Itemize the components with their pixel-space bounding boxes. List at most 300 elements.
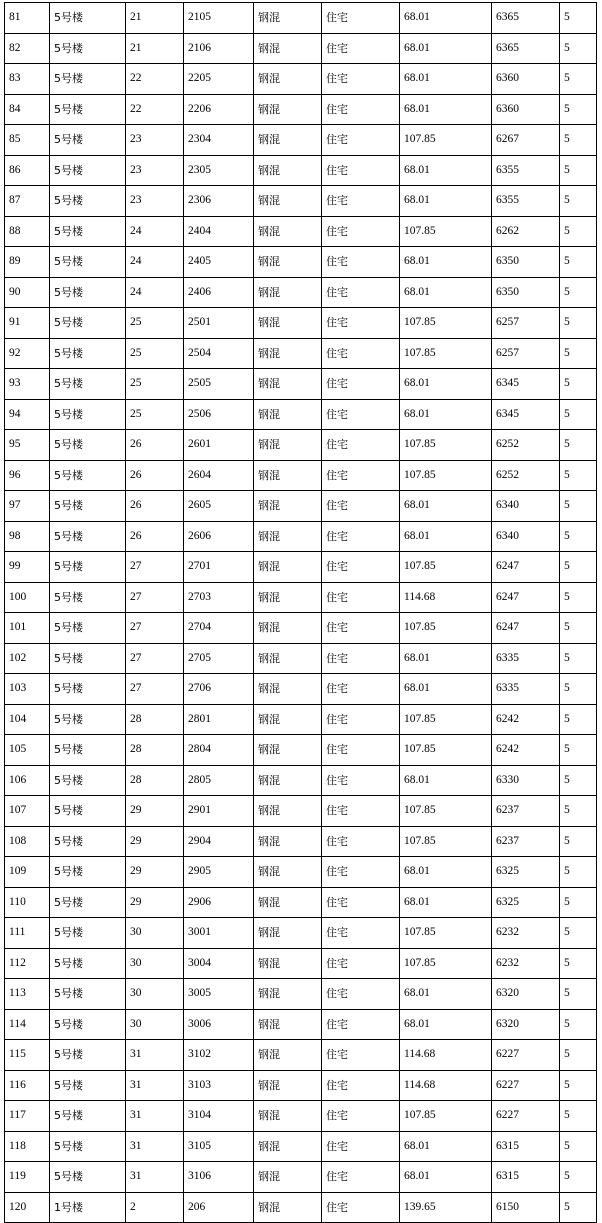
table-cell-room: 3106 bbox=[184, 1162, 254, 1193]
table-cell-room: 2703 bbox=[184, 582, 254, 613]
table-row bbox=[5, 643, 597, 674]
table-cell-unit: 25 bbox=[126, 308, 184, 339]
table-cell-unit: 26 bbox=[126, 430, 184, 461]
table-cell-building: 5号楼 bbox=[50, 552, 126, 583]
table-cell-code: 6257 bbox=[492, 308, 560, 339]
table-cell-unit: 26 bbox=[126, 491, 184, 522]
table-cell-area: 68.01 bbox=[400, 64, 492, 95]
table-cell-area: 107.85 bbox=[400, 918, 492, 949]
table-cell-code: 6315 bbox=[492, 1162, 560, 1193]
table-cell-seq: 115 bbox=[5, 1040, 50, 1071]
table-cell-room: 2405 bbox=[184, 247, 254, 278]
table-cell-area: 68.01 bbox=[400, 887, 492, 918]
table-cell-code: 6335 bbox=[492, 643, 560, 674]
table-cell-usage: 住宅 bbox=[322, 1162, 400, 1193]
table-cell-floors: 5 bbox=[560, 247, 597, 278]
table-cell-unit: 29 bbox=[126, 887, 184, 918]
table-cell-area: 68.01 bbox=[400, 33, 492, 64]
table-cell-structure: 钢混 bbox=[254, 1162, 322, 1193]
table-cell-unit: 23 bbox=[126, 125, 184, 156]
table-cell-structure: 钢混 bbox=[254, 64, 322, 95]
table-cell-structure: 钢混 bbox=[254, 796, 322, 827]
table-cell-code: 6360 bbox=[492, 94, 560, 125]
table-cell-building: 5号楼 bbox=[50, 460, 126, 491]
table-cell-structure: 钢混 bbox=[254, 491, 322, 522]
table-cell-unit: 25 bbox=[126, 399, 184, 430]
table-cell-area: 68.01 bbox=[400, 1009, 492, 1040]
table-cell-code: 6237 bbox=[492, 826, 560, 857]
table-cell-building: 5号楼 bbox=[50, 1101, 126, 1132]
table-cell-building: 5号楼 bbox=[50, 948, 126, 979]
table-cell-area: 114.68 bbox=[400, 1040, 492, 1071]
table-cell-structure: 钢混 bbox=[254, 430, 322, 461]
table-cell-code: 6242 bbox=[492, 704, 560, 735]
table-cell-area: 68.01 bbox=[400, 155, 492, 186]
table-cell-floors: 5 bbox=[560, 735, 597, 766]
table-cell-room: 2805 bbox=[184, 765, 254, 796]
table-cell-structure: 钢混 bbox=[254, 704, 322, 735]
table-cell-building: 5号楼 bbox=[50, 216, 126, 247]
table-cell-seq: 81 bbox=[5, 3, 50, 34]
table-cell-unit: 22 bbox=[126, 94, 184, 125]
table-row bbox=[5, 430, 597, 461]
table-cell-area: 68.01 bbox=[400, 643, 492, 674]
table-cell-code: 6330 bbox=[492, 765, 560, 796]
table-cell-building: 5号楼 bbox=[50, 338, 126, 369]
table-cell-usage: 住宅 bbox=[322, 399, 400, 430]
table-cell-floors: 5 bbox=[560, 308, 597, 339]
table-cell-unit: 23 bbox=[126, 155, 184, 186]
table-cell-room: 2906 bbox=[184, 887, 254, 918]
table-cell-structure: 钢混 bbox=[254, 186, 322, 217]
table-cell-code: 6227 bbox=[492, 1101, 560, 1132]
table-cell-unit: 31 bbox=[126, 1131, 184, 1162]
table-cell-structure: 钢混 bbox=[254, 1040, 322, 1071]
table-cell-structure: 钢混 bbox=[254, 552, 322, 583]
table-cell-room: 2904 bbox=[184, 826, 254, 857]
table-cell-area: 107.85 bbox=[400, 552, 492, 583]
table-cell-seq: 104 bbox=[5, 704, 50, 735]
table-cell-area: 68.01 bbox=[400, 979, 492, 1010]
table-cell-room: 206 bbox=[184, 1192, 254, 1223]
table-cell-room: 2306 bbox=[184, 186, 254, 217]
table-cell-structure: 钢混 bbox=[254, 277, 322, 308]
table-cell-usage: 住宅 bbox=[322, 704, 400, 735]
table-cell-usage: 住宅 bbox=[322, 277, 400, 308]
table-row bbox=[5, 1040, 597, 1071]
table-cell-floors: 5 bbox=[560, 1162, 597, 1193]
table-cell-building: 5号楼 bbox=[50, 582, 126, 613]
table-cell-usage: 住宅 bbox=[322, 125, 400, 156]
table-cell-seq: 82 bbox=[5, 33, 50, 64]
table-cell-room: 2501 bbox=[184, 308, 254, 339]
table-cell-area: 107.85 bbox=[400, 613, 492, 644]
table-cell-structure: 钢混 bbox=[254, 1101, 322, 1132]
table-row bbox=[5, 308, 597, 339]
table-cell-building: 5号楼 bbox=[50, 155, 126, 186]
table-cell-structure: 钢混 bbox=[254, 460, 322, 491]
table-cell-area: 68.01 bbox=[400, 94, 492, 125]
table-cell-unit: 30 bbox=[126, 918, 184, 949]
table-cell-seq: 85 bbox=[5, 125, 50, 156]
table-row bbox=[5, 552, 597, 583]
table-row bbox=[5, 155, 597, 186]
table-cell-code: 6350 bbox=[492, 247, 560, 278]
table-cell-code: 6355 bbox=[492, 155, 560, 186]
table-cell-building: 5号楼 bbox=[50, 369, 126, 400]
table-cell-building: 5号楼 bbox=[50, 33, 126, 64]
table-cell-structure: 钢混 bbox=[254, 94, 322, 125]
table-cell-building: 5号楼 bbox=[50, 826, 126, 857]
table-cell-floors: 5 bbox=[560, 582, 597, 613]
table-cell-code: 6227 bbox=[492, 1070, 560, 1101]
table-row bbox=[5, 125, 597, 156]
table-cell-floors: 5 bbox=[560, 186, 597, 217]
table-cell-usage: 住宅 bbox=[322, 979, 400, 1010]
table-row bbox=[5, 64, 597, 95]
table-cell-unit: 30 bbox=[126, 948, 184, 979]
table-cell-seq: 116 bbox=[5, 1070, 50, 1101]
table-cell-building: 5号楼 bbox=[50, 186, 126, 217]
table-cell-usage: 住宅 bbox=[322, 948, 400, 979]
table-cell-floors: 5 bbox=[560, 430, 597, 461]
table-row bbox=[5, 1162, 597, 1193]
table-cell-room: 2305 bbox=[184, 155, 254, 186]
table-row bbox=[5, 94, 597, 125]
table-row bbox=[5, 826, 597, 857]
table-cell-seq: 109 bbox=[5, 857, 50, 888]
table-cell-code: 6242 bbox=[492, 735, 560, 766]
table-row bbox=[5, 216, 597, 247]
table-cell-area: 139.65 bbox=[400, 1192, 492, 1223]
table-cell-seq: 83 bbox=[5, 64, 50, 95]
table-cell-structure: 钢混 bbox=[254, 369, 322, 400]
table-cell-unit: 27 bbox=[126, 582, 184, 613]
table-cell-usage: 住宅 bbox=[322, 1040, 400, 1071]
table-cell-structure: 钢混 bbox=[254, 857, 322, 888]
table-cell-structure: 钢混 bbox=[254, 918, 322, 949]
table-cell-area: 107.85 bbox=[400, 338, 492, 369]
table-cell-floors: 5 bbox=[560, 338, 597, 369]
table-cell-floors: 5 bbox=[560, 94, 597, 125]
table-cell-floors: 5 bbox=[560, 1009, 597, 1040]
table-cell-area: 107.85 bbox=[400, 948, 492, 979]
table-cell-code: 6247 bbox=[492, 613, 560, 644]
table-cell-unit: 27 bbox=[126, 643, 184, 674]
table-cell-unit: 31 bbox=[126, 1070, 184, 1101]
table-cell-floors: 5 bbox=[560, 521, 597, 552]
table-cell-room: 2205 bbox=[184, 64, 254, 95]
table-cell-building: 5号楼 bbox=[50, 674, 126, 705]
table-cell-code: 6345 bbox=[492, 399, 560, 430]
table-cell-seq: 106 bbox=[5, 765, 50, 796]
table-cell-area: 68.01 bbox=[400, 399, 492, 430]
table-cell-building: 5号楼 bbox=[50, 796, 126, 827]
table-cell-room: 2804 bbox=[184, 735, 254, 766]
table-cell-floors: 5 bbox=[560, 369, 597, 400]
table-cell-building: 5号楼 bbox=[50, 125, 126, 156]
table-cell-code: 6150 bbox=[492, 1192, 560, 1223]
table-cell-seq: 120 bbox=[5, 1192, 50, 1223]
table-cell-room: 2605 bbox=[184, 491, 254, 522]
table-cell-code: 6335 bbox=[492, 674, 560, 705]
table-cell-structure: 钢混 bbox=[254, 948, 322, 979]
table-cell-unit: 27 bbox=[126, 674, 184, 705]
table-cell-area: 107.85 bbox=[400, 216, 492, 247]
table-cell-seq: 111 bbox=[5, 918, 50, 949]
table-cell-room: 2606 bbox=[184, 521, 254, 552]
table-cell-room: 2506 bbox=[184, 399, 254, 430]
table-cell-code: 6340 bbox=[492, 491, 560, 522]
table-row bbox=[5, 33, 597, 64]
table-cell-unit: 25 bbox=[126, 338, 184, 369]
table-cell-usage: 住宅 bbox=[322, 1131, 400, 1162]
table-cell-seq: 94 bbox=[5, 399, 50, 430]
table-row bbox=[5, 369, 597, 400]
table-cell-floors: 5 bbox=[560, 3, 597, 34]
table-row bbox=[5, 399, 597, 430]
table-cell-code: 6252 bbox=[492, 430, 560, 461]
table-cell-floors: 5 bbox=[560, 948, 597, 979]
table-cell-building: 1号楼 bbox=[50, 1192, 126, 1223]
table-cell-floors: 5 bbox=[560, 33, 597, 64]
table-cell-building: 5号楼 bbox=[50, 491, 126, 522]
table-cell-seq: 92 bbox=[5, 338, 50, 369]
table-cell-structure: 钢混 bbox=[254, 338, 322, 369]
table-cell-room: 3001 bbox=[184, 918, 254, 949]
table-cell-usage: 住宅 bbox=[322, 582, 400, 613]
table-cell-code: 6247 bbox=[492, 582, 560, 613]
table-cell-usage: 住宅 bbox=[322, 3, 400, 34]
table-cell-building: 5号楼 bbox=[50, 704, 126, 735]
table-cell-floors: 5 bbox=[560, 826, 597, 857]
table-row bbox=[5, 1009, 597, 1040]
table-cell-area: 107.85 bbox=[400, 735, 492, 766]
table-cell-usage: 住宅 bbox=[322, 796, 400, 827]
table-cell-code: 6365 bbox=[492, 33, 560, 64]
table-cell-structure: 钢混 bbox=[254, 308, 322, 339]
table-cell-seq: 90 bbox=[5, 277, 50, 308]
table-cell-structure: 钢混 bbox=[254, 1192, 322, 1223]
table-cell-seq: 88 bbox=[5, 216, 50, 247]
table-cell-seq: 107 bbox=[5, 796, 50, 827]
table-cell-seq: 110 bbox=[5, 887, 50, 918]
table-cell-area: 107.85 bbox=[400, 826, 492, 857]
table-cell-area: 68.01 bbox=[400, 186, 492, 217]
table-cell-usage: 住宅 bbox=[322, 674, 400, 705]
table-cell-building: 5号楼 bbox=[50, 613, 126, 644]
table-cell-building: 5号楼 bbox=[50, 735, 126, 766]
table-cell-building: 5号楼 bbox=[50, 94, 126, 125]
table-cell-usage: 住宅 bbox=[322, 887, 400, 918]
table-cell-area: 68.01 bbox=[400, 277, 492, 308]
table-row bbox=[5, 247, 597, 278]
table-cell-usage: 住宅 bbox=[322, 552, 400, 583]
table-cell-structure: 钢混 bbox=[254, 674, 322, 705]
table-cell-room: 3102 bbox=[184, 1040, 254, 1071]
table-row bbox=[5, 582, 597, 613]
table-cell-seq: 91 bbox=[5, 308, 50, 339]
table-cell-seq: 86 bbox=[5, 155, 50, 186]
table-cell-floors: 5 bbox=[560, 704, 597, 735]
table-row bbox=[5, 521, 597, 552]
table-cell-building: 5号楼 bbox=[50, 979, 126, 1010]
table-cell-room: 2704 bbox=[184, 613, 254, 644]
table-cell-building: 5号楼 bbox=[50, 247, 126, 278]
table-cell-area: 68.01 bbox=[400, 491, 492, 522]
table-cell-structure: 钢混 bbox=[254, 826, 322, 857]
table-cell-code: 6325 bbox=[492, 857, 560, 888]
table-cell-seq: 112 bbox=[5, 948, 50, 979]
table-cell-unit: 24 bbox=[126, 216, 184, 247]
table-cell-usage: 住宅 bbox=[322, 1192, 400, 1223]
table-cell-usage: 住宅 bbox=[322, 491, 400, 522]
table-cell-seq: 84 bbox=[5, 94, 50, 125]
table-cell-usage: 住宅 bbox=[322, 186, 400, 217]
table-cell-floors: 5 bbox=[560, 979, 597, 1010]
table-cell-building: 5号楼 bbox=[50, 308, 126, 339]
table-cell-unit: 28 bbox=[126, 735, 184, 766]
table-cell-seq: 108 bbox=[5, 826, 50, 857]
table-cell-area: 68.01 bbox=[400, 247, 492, 278]
table-cell-building: 5号楼 bbox=[50, 1070, 126, 1101]
table-cell-area: 68.01 bbox=[400, 3, 492, 34]
table-cell-building: 5号楼 bbox=[50, 3, 126, 34]
table-cell-usage: 住宅 bbox=[322, 64, 400, 95]
table-cell-room: 2705 bbox=[184, 643, 254, 674]
table-cell-floors: 5 bbox=[560, 552, 597, 583]
table-row bbox=[5, 277, 597, 308]
table-cell-structure: 钢混 bbox=[254, 399, 322, 430]
table-cell-floors: 5 bbox=[560, 796, 597, 827]
table-cell-room: 3104 bbox=[184, 1101, 254, 1132]
table-cell-usage: 住宅 bbox=[322, 247, 400, 278]
table-cell-room: 3006 bbox=[184, 1009, 254, 1040]
table-cell-usage: 住宅 bbox=[322, 94, 400, 125]
table-cell-floors: 5 bbox=[560, 613, 597, 644]
table-cell-seq: 102 bbox=[5, 643, 50, 674]
table-cell-area: 68.01 bbox=[400, 1162, 492, 1193]
table-cell-area: 107.85 bbox=[400, 125, 492, 156]
table-cell-area: 68.01 bbox=[400, 857, 492, 888]
table-cell-code: 6345 bbox=[492, 369, 560, 400]
table-cell-usage: 住宅 bbox=[322, 216, 400, 247]
table-cell-floors: 5 bbox=[560, 887, 597, 918]
table-cell-area: 114.68 bbox=[400, 1070, 492, 1101]
table-cell-area: 107.85 bbox=[400, 460, 492, 491]
table-cell-unit: 28 bbox=[126, 704, 184, 735]
table-cell-unit: 21 bbox=[126, 33, 184, 64]
table-row bbox=[5, 460, 597, 491]
table-cell-building: 5号楼 bbox=[50, 857, 126, 888]
table-cell-area: 107.85 bbox=[400, 1101, 492, 1132]
table-cell-structure: 钢混 bbox=[254, 643, 322, 674]
table-cell-floors: 5 bbox=[560, 674, 597, 705]
table-cell-code: 6237 bbox=[492, 796, 560, 827]
table-cell-unit: 25 bbox=[126, 369, 184, 400]
table-cell-code: 6340 bbox=[492, 521, 560, 552]
table-cell-seq: 114 bbox=[5, 1009, 50, 1040]
table-cell-structure: 钢混 bbox=[254, 582, 322, 613]
table-cell-code: 6350 bbox=[492, 277, 560, 308]
property-listing-table bbox=[4, 2, 597, 1223]
table-cell-unit: 21 bbox=[126, 3, 184, 34]
table-cell-room: 2901 bbox=[184, 796, 254, 827]
table-cell-floors: 5 bbox=[560, 857, 597, 888]
table-row bbox=[5, 491, 597, 522]
table-cell-structure: 钢混 bbox=[254, 887, 322, 918]
table-cell-area: 107.85 bbox=[400, 308, 492, 339]
table-row bbox=[5, 338, 597, 369]
table-cell-structure: 钢混 bbox=[254, 247, 322, 278]
table-cell-code: 6267 bbox=[492, 125, 560, 156]
table-cell-structure: 钢混 bbox=[254, 1009, 322, 1040]
table-cell-structure: 钢混 bbox=[254, 3, 322, 34]
table-cell-building: 5号楼 bbox=[50, 887, 126, 918]
table-cell-usage: 住宅 bbox=[322, 460, 400, 491]
table-cell-usage: 住宅 bbox=[322, 613, 400, 644]
table-cell-code: 6325 bbox=[492, 887, 560, 918]
table-cell-unit: 31 bbox=[126, 1162, 184, 1193]
table-cell-room: 2206 bbox=[184, 94, 254, 125]
table-cell-seq: 95 bbox=[5, 430, 50, 461]
table-cell-structure: 钢混 bbox=[254, 1131, 322, 1162]
table-cell-usage: 住宅 bbox=[322, 1009, 400, 1040]
table-cell-floors: 5 bbox=[560, 1070, 597, 1101]
table-cell-seq: 103 bbox=[5, 674, 50, 705]
table-cell-building: 5号楼 bbox=[50, 277, 126, 308]
table-cell-room: 3005 bbox=[184, 979, 254, 1010]
table-cell-usage: 住宅 bbox=[322, 521, 400, 552]
table-cell-room: 2905 bbox=[184, 857, 254, 888]
table-cell-room: 2701 bbox=[184, 552, 254, 583]
table-cell-area: 68.01 bbox=[400, 765, 492, 796]
table-cell-unit: 26 bbox=[126, 521, 184, 552]
table-cell-structure: 钢混 bbox=[254, 216, 322, 247]
table-cell-floors: 5 bbox=[560, 277, 597, 308]
table-cell-building: 5号楼 bbox=[50, 1162, 126, 1193]
table-cell-building: 5号楼 bbox=[50, 430, 126, 461]
table-cell-seq: 119 bbox=[5, 1162, 50, 1193]
table-cell-seq: 89 bbox=[5, 247, 50, 278]
table-cell-usage: 住宅 bbox=[322, 826, 400, 857]
table-cell-floors: 5 bbox=[560, 460, 597, 491]
table-cell-seq: 87 bbox=[5, 186, 50, 217]
table-cell-unit: 24 bbox=[126, 247, 184, 278]
table-cell-seq: 98 bbox=[5, 521, 50, 552]
table-cell-code: 6252 bbox=[492, 460, 560, 491]
table-row bbox=[5, 674, 597, 705]
table-cell-structure: 钢混 bbox=[254, 979, 322, 1010]
table-cell-area: 107.85 bbox=[400, 430, 492, 461]
table-body bbox=[5, 3, 597, 1223]
table-cell-seq: 113 bbox=[5, 979, 50, 1010]
table-cell-code: 6320 bbox=[492, 979, 560, 1010]
table-row bbox=[5, 613, 597, 644]
table-cell-unit: 22 bbox=[126, 64, 184, 95]
table-cell-structure: 钢混 bbox=[254, 155, 322, 186]
table-row bbox=[5, 979, 597, 1010]
table-cell-floors: 5 bbox=[560, 1101, 597, 1132]
table-cell-building: 5号楼 bbox=[50, 1131, 126, 1162]
table-cell-floors: 5 bbox=[560, 155, 597, 186]
table-cell-structure: 钢混 bbox=[254, 613, 322, 644]
table-cell-unit: 27 bbox=[126, 552, 184, 583]
table-cell-area: 68.01 bbox=[400, 1131, 492, 1162]
table-cell-unit: 2 bbox=[126, 1192, 184, 1223]
table-cell-structure: 钢混 bbox=[254, 521, 322, 552]
table-row bbox=[5, 704, 597, 735]
